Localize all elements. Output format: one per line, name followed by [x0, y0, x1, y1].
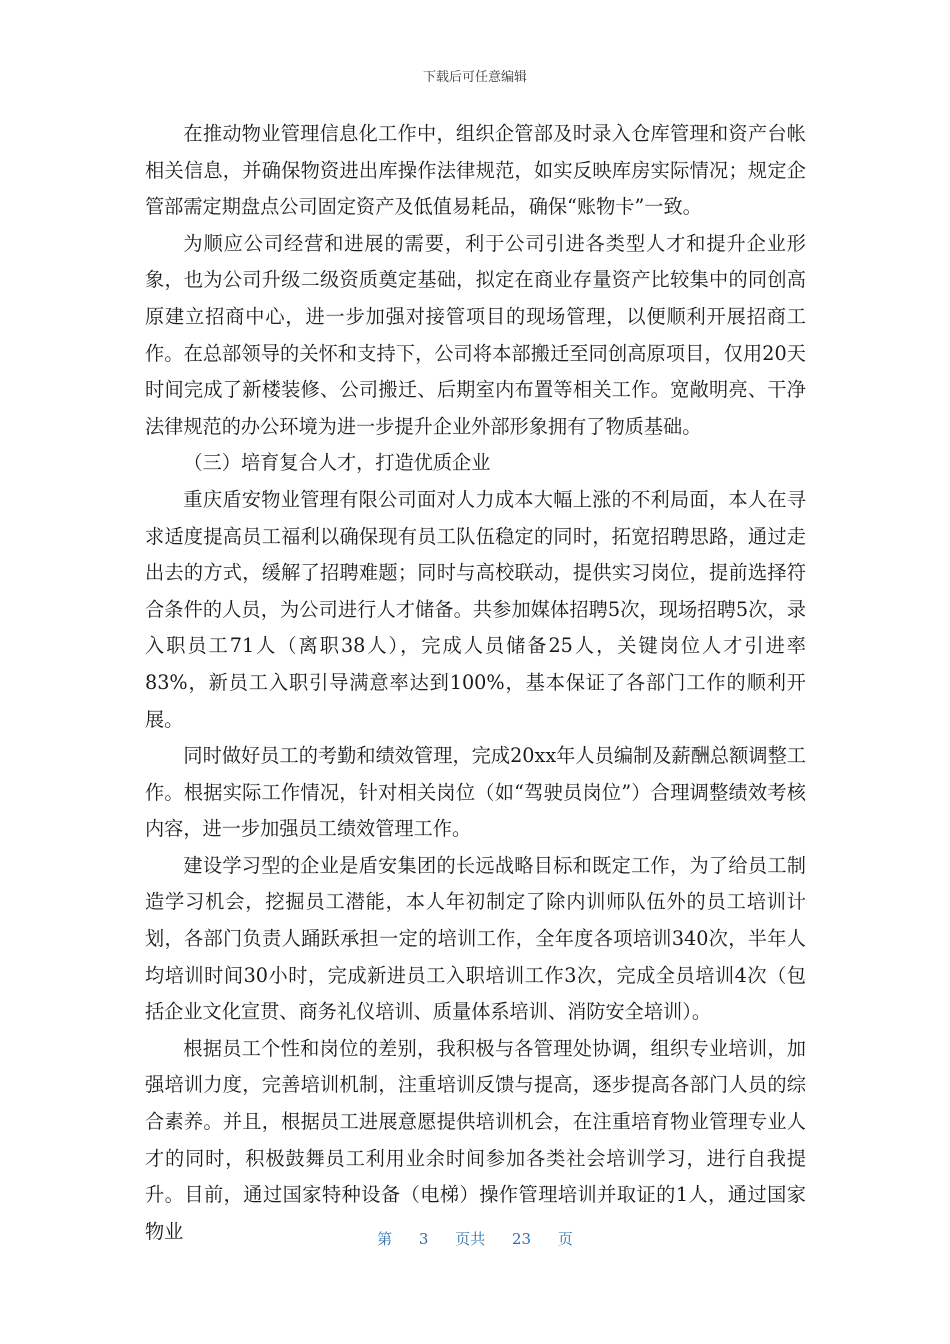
paragraph-3: 重庆盾安物业管理有限公司面对人力成本大幅上涨的不利局面，本人在寻求适度提高员工福利以确保现有员工队伍稳定的同时，拓宽招聘思路，通过走出去的方式，缓解了招聘难题；同时与高校联动，提供实习岗位，提前选择符合条件的人员，为公司进行人才储备。共参加媒体招聘5次，现场招聘5次，录入职员工71人（离职38人），完成人员储备25人，关键岗位人才引进率83%，新员工入职引导满意率达到100%，基本保证了各部门工作的顺利开展。 — [145, 487, 806, 731]
section-heading: （三）培育复合人才，打造优质企业 — [183, 451, 491, 475]
paragraph-4: 同时做好员工的考勤和绩效管理，完成20xx年人员编制及薪酬总额调整工作。根据实际工作情况，针对相关岗位（如“驾驶员岗位”）合理调整绩效考核内容，进一步加强员工绩效管理工作。 — [145, 744, 806, 841]
footer-middle: 页共 — [455, 1230, 486, 1248]
document-body — [145, 116, 806, 1250]
paragraph-6: 根据员工个性和岗位的差别，我积极与各管理处协调，组织专业培训，加强培训力度，完善培训机制，注重培训反馈与提高，逐步提高各部门人员的综合素养。并且，根据员工进展意愿提供培训机会，在注重培育物业管理专业人才的同时，积极鼓舞员工利用业余时间参加各类社会培训学习，进行自我提升。目前，通过国家特种设备（电梯）操作管理培训并取证的1人，通过国家物业 — [145, 1036, 806, 1243]
footer-total-pages: 23 — [512, 1230, 532, 1248]
footer-page-number: 3 — [418, 1230, 429, 1248]
page-footer — [0, 1228, 950, 1249]
paragraph-2: 为顺应公司经营和进展的需要，利于公司引进各类型人才和提升企业形象，也为公司升级二级资质奠定基础，拟定在商业存量资产比较集中的同创高原建立招商中心，进一步加强对接管项目的现场管理，以便顺利开展招商工作。在总部领导的关怀和支持下，公司将本部搬迁至同创高原项目，仅用20天时间完成了新楼装修、公司搬迁、后期室内布置等相关工作。宽敞明亮、干净法律规范的办公环境为进一步提升企业外部形象拥有了物质基础。 — [145, 231, 806, 438]
footer-prefix: 第 — [377, 1230, 393, 1248]
footer-suffix: 页 — [557, 1230, 573, 1248]
paragraph-5: 建设学习型的企业是盾安集团的长远战略目标和既定工作，为了给员工制造学习机会，挖掘员工潜能，本人年初制定了除内训师队伍外的员工培训计划，各部门负责人踊跃承担一定的培训工作，全年度各项培训340次，半年人均培训时间30小时，完成新进员工入职培训工作3次，完成全员培训4次（包括企业文化宣贯、商务礼仪培训、质量体系培训、消防安全培训）。 — [145, 853, 806, 1024]
page-header: 下载后可任意编辑 — [422, 70, 527, 85]
paragraph-1: 在推动物业管理信息化工作中，组织企管部及时录入仓库管理和资产台帐相关信息，并确保物资进出库操作法律规范，如实反映库房实际情况；规定企管部需定期盘点公司固定资产及低值易耗品，确保“账物卡”一致。 — [145, 122, 806, 219]
